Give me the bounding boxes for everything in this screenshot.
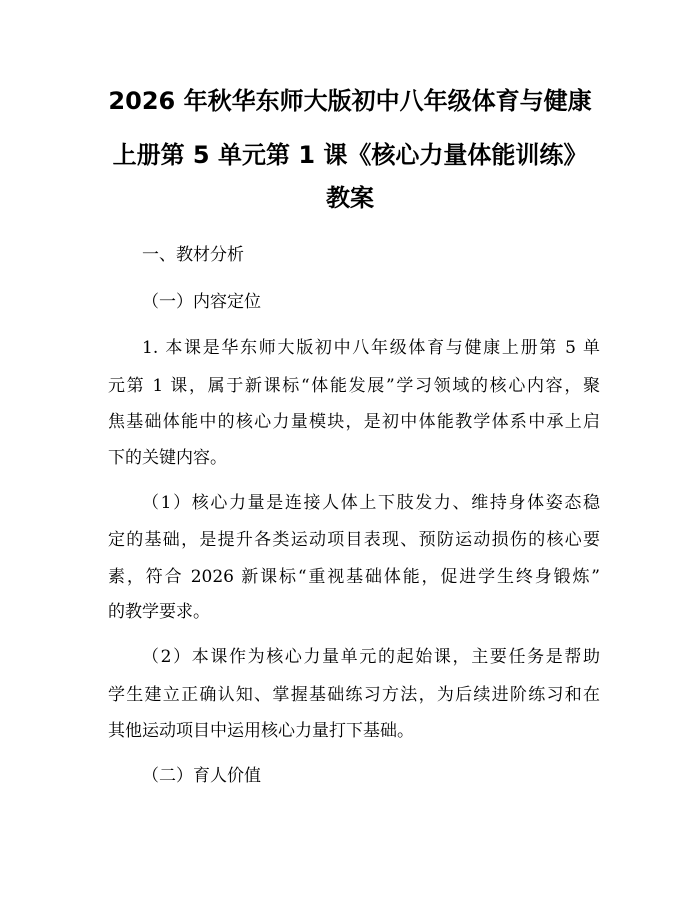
title-line-1: 2026 年秋华东师大版初中八年级体育与健康 xyxy=(108,87,592,115)
paragraph-1-line-2: 元第 1 课，属于新课标“体能发展”学习领域的核心内容，聚 xyxy=(108,376,600,396)
title-line-2: 上册第 5 单元第 1 课《核心力量体能训练》 xyxy=(112,141,588,169)
paragraph-2-line-2: 定的基础，是提升各类运动项目表现、预防运动损伤的核心要 xyxy=(108,530,600,550)
title-line-3: 教案 xyxy=(326,184,374,212)
paragraph-3-line-1: （2）本课作为核心力量单元的起始课，主要任务是帮助 xyxy=(142,647,600,667)
paragraph-1-line-3: 焦基础体能中的核心力量模块，是初中体能教学体系中承上启 xyxy=(108,412,600,432)
subsection-heading-educational-value: （二）育人价值 xyxy=(142,766,261,786)
paragraph-1-line-1: 1. 本课是华东师大版初中八年级体育与健康上册第 5 单 xyxy=(142,338,600,358)
paragraph-2-line-4: 的教学要求。 xyxy=(108,602,210,622)
paragraph-2-line-1: （1）核心力量是连接人体上下肢发力、维持身体姿态稳 xyxy=(142,493,600,513)
paragraph-2-line-3: 素，符合 2026 新课标“重视基础体能，促进学生终身锻炼” xyxy=(108,567,600,587)
paragraph-3-line-2: 学生建立正确认知、掌握基础练习方法，为后续进阶练习和在 xyxy=(108,685,600,705)
paragraph-3-line-3: 其他运动项目中运用核心力量打下基础。 xyxy=(108,721,414,741)
subsection-heading-content-positioning: （一）内容定位 xyxy=(142,292,261,312)
section-heading-textbook-analysis: 一、教材分析 xyxy=(142,245,244,265)
paragraph-1-line-4: 下的关键内容。 xyxy=(108,448,227,468)
